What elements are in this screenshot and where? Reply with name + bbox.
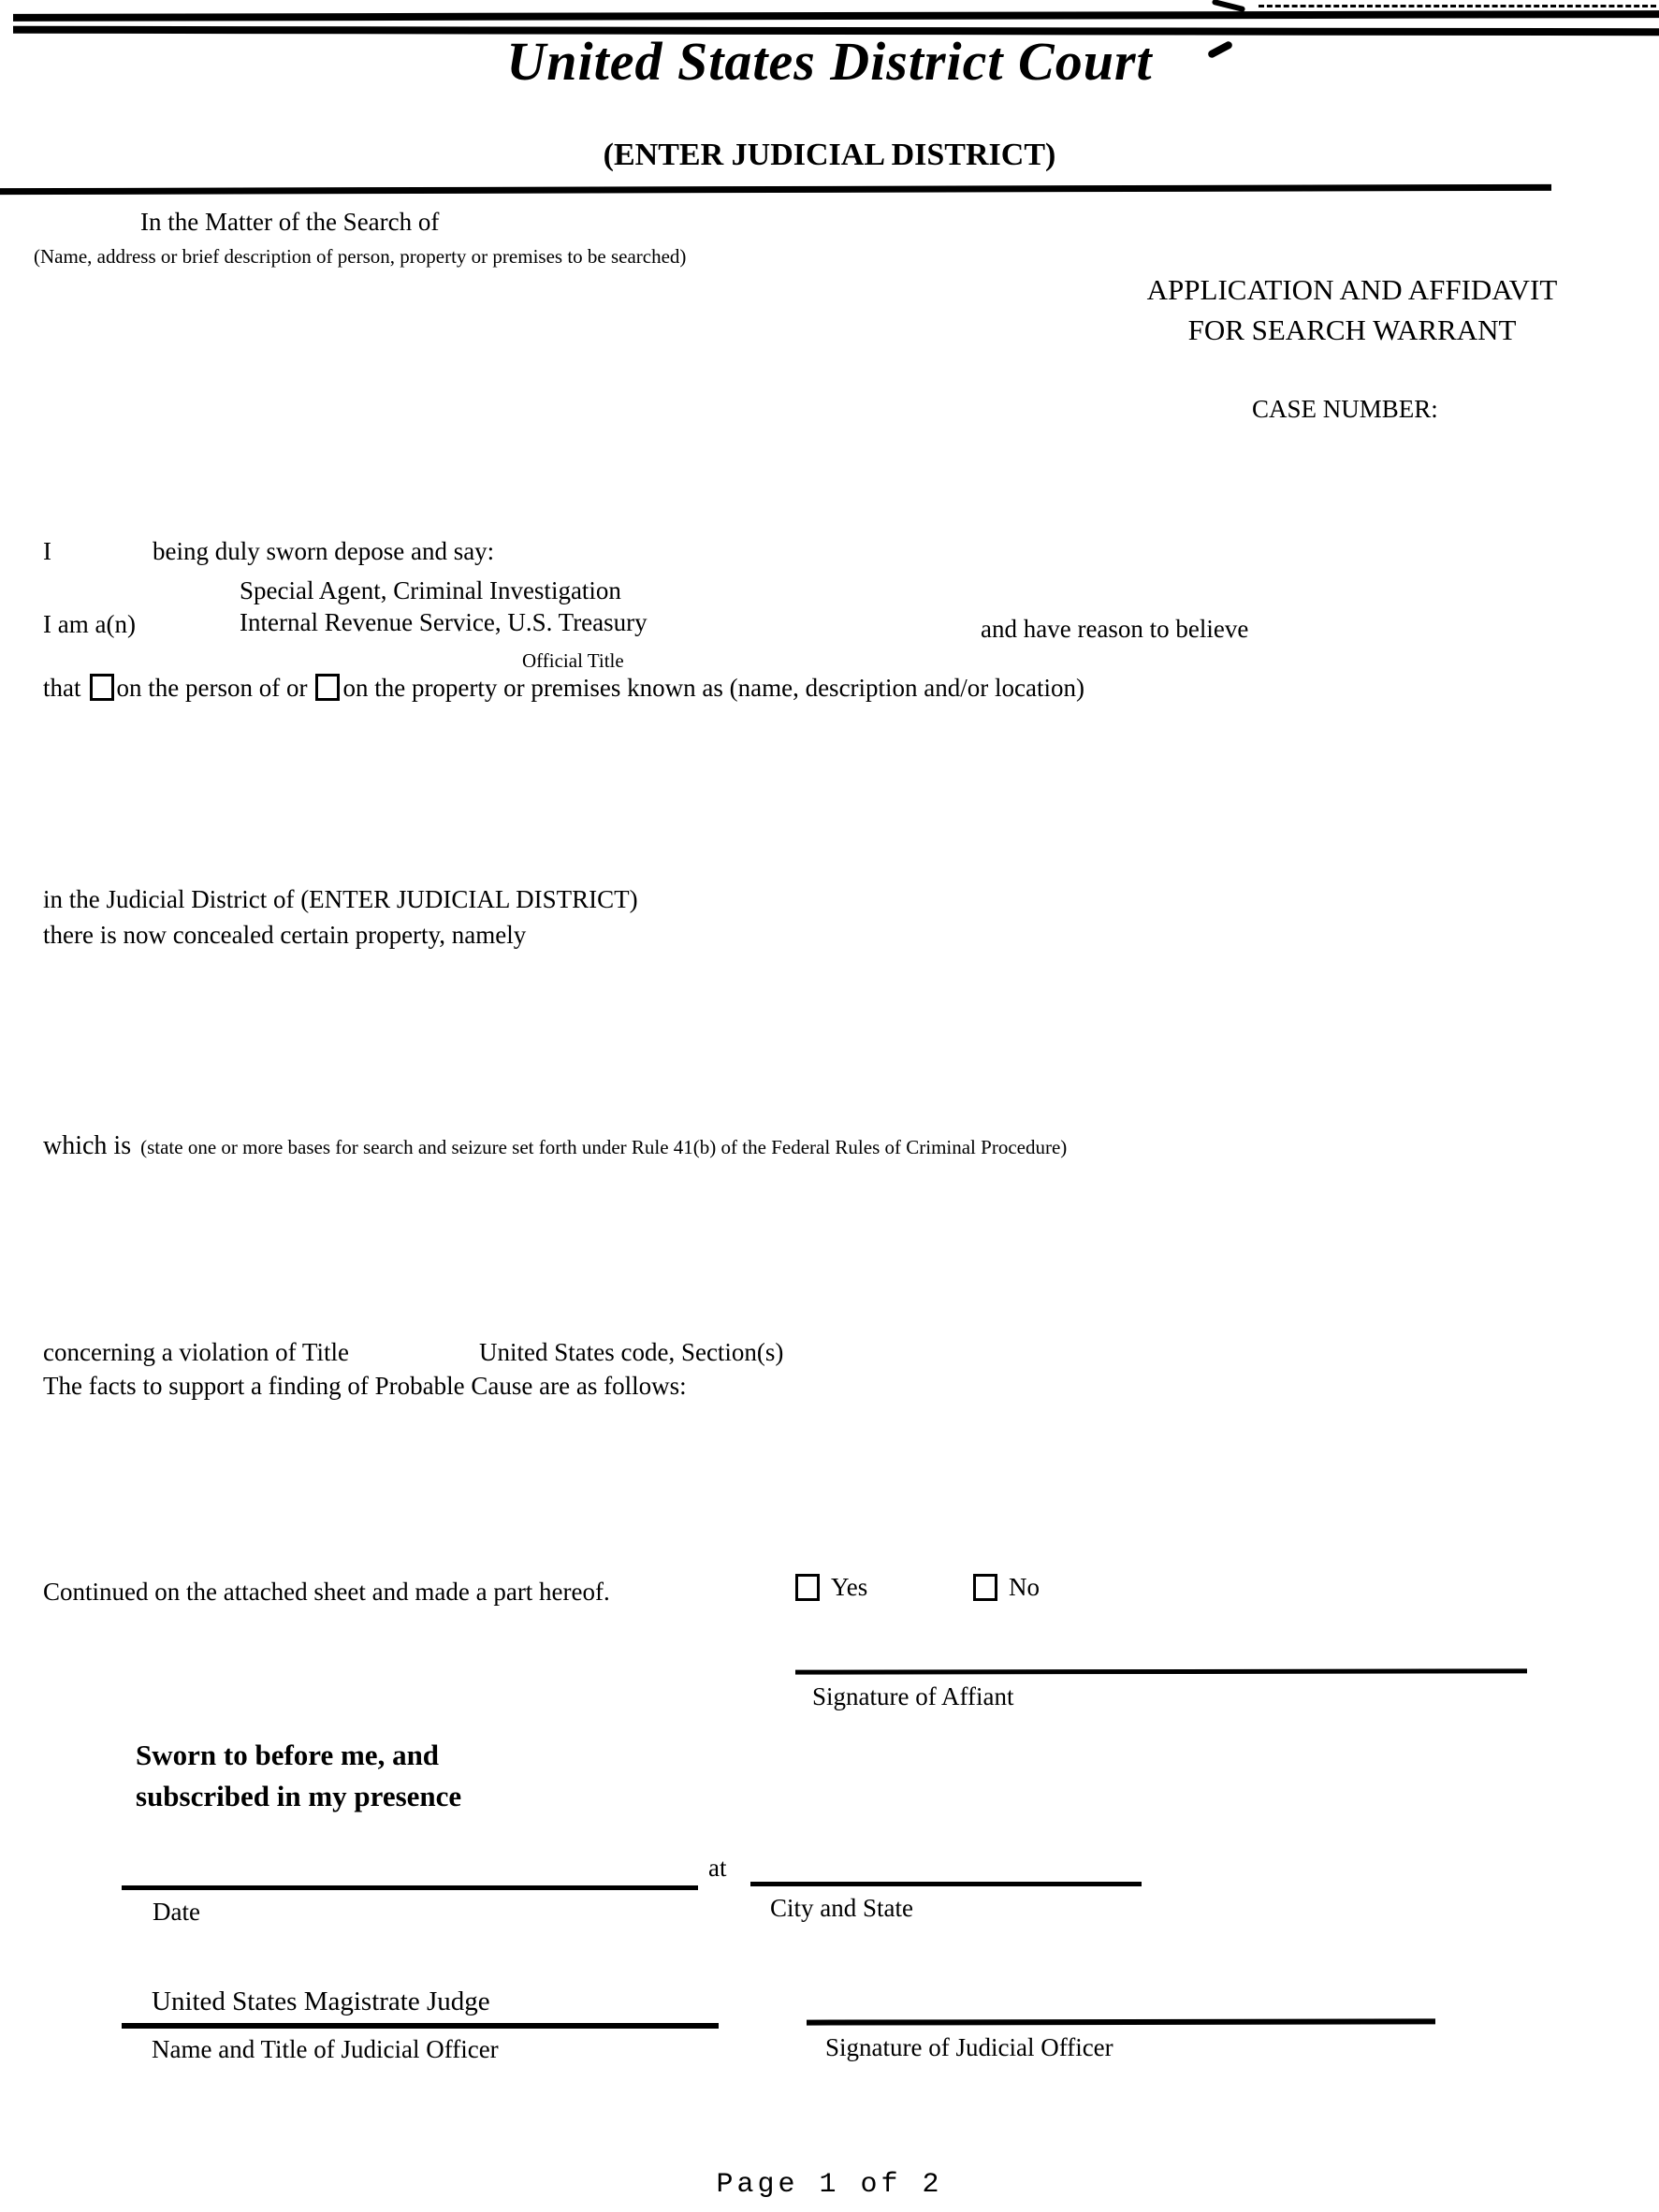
that-label: that <box>43 674 81 702</box>
concealed-property-line: there is now concealed certain property, namely <box>43 921 527 949</box>
scan-artifact <box>1259 5 1656 7</box>
affiant-signature-field[interactable] <box>795 1668 1527 1674</box>
checkbox-no[interactable] <box>973 1574 997 1601</box>
page-title: United States District Court <box>506 31 1153 92</box>
sworn-depose-text: being duly sworn depose and say: <box>153 537 495 565</box>
top-divider-line <box>13 10 1659 22</box>
official-title-value-line2: Internal Revenue Service, U.S. Treasury <box>240 608 648 636</box>
judicial-district-line: in the Judicial District of (ENTER JUDICIAL DISTRICT) <box>43 885 638 913</box>
which-is-label: which is <box>43 1131 132 1160</box>
probable-cause-facts-label: The facts to support a finding of Probable Cause are as follows: <box>43 1372 687 1400</box>
judicial-officer-name-field[interactable] <box>122 2023 719 2029</box>
premises-option-label: on the property or premises known as (name, description and/or location) <box>342 674 1084 702</box>
official-title-label: Official Title <box>522 649 624 672</box>
violation-title-suffix: United States code, Section(s) <box>479 1338 784 1366</box>
person-option-label: on the person of or <box>116 674 308 702</box>
judge-name-value: United States Magistrate Judge <box>152 1986 490 2016</box>
matter-of-search-label: In the Matter of the Search of <box>140 208 440 236</box>
i-am-a-label: I am a(n) <box>43 610 136 638</box>
continued-no-option <box>973 1573 1040 1602</box>
form-title-line1: APPLICATION AND AFFIDAVIT <box>1146 273 1558 306</box>
checkbox-yes[interactable] <box>795 1574 820 1601</box>
sworn-before-me-line2: subscribed in my presence <box>136 1780 462 1812</box>
form-title-line2: FOR SEARCH WARRANT <box>1187 313 1517 346</box>
rule-41b-note: (state one or more bases for search and seizure set forth under Rule 41(b) of the Federal Rules of Criminal Procedure) <box>140 1136 1068 1158</box>
header-divider-line <box>0 184 1551 195</box>
reason-to-believe-text: and have reason to believe <box>981 615 1249 643</box>
judicial-officer-name-label: Name and Title of Judicial Officer <box>152 2035 499 2063</box>
at-label: at <box>708 1854 727 1882</box>
page-indicator: Page 1 of 2 <box>716 2169 943 2201</box>
form-title <box>1057 270 1647 351</box>
judicial-officer-signature-field[interactable] <box>807 2018 1435 2025</box>
yes-label: Yes <box>831 1573 868 1601</box>
case-number-label: CASE NUMBER: <box>1252 395 1438 423</box>
city-state-field[interactable] <box>750 1882 1142 1886</box>
sworn-before-me-line1: Sworn to before me, and <box>136 1739 440 1771</box>
date-label: Date <box>153 1898 200 1926</box>
official-title-value-line1: Special Agent, Criminal Investigation <box>240 576 621 604</box>
checkbox-premises[interactable] <box>315 674 340 701</box>
continued-sheet-label: Continued on the attached sheet and made a part hereof. <box>43 1578 610 1606</box>
matter-of-search-caption: (Name, address or brief description of person, property or premises to be searched) <box>34 245 687 268</box>
affiant-i-label: I <box>43 537 51 565</box>
no-label: No <box>1009 1573 1040 1601</box>
violation-title-prefix: concerning a violation of Title <box>43 1338 349 1366</box>
judicial-district-placeholder: (ENTER JUDICIAL DISTRICT) <box>603 138 1056 172</box>
city-state-label: City and State <box>770 1894 913 1922</box>
continued-yes-option <box>795 1573 867 1602</box>
date-field[interactable] <box>122 1885 698 1890</box>
affiant-signature-label: Signature of Affiant <box>812 1682 1014 1710</box>
search-target-selection-line <box>43 674 1084 704</box>
judicial-officer-signature-label: Signature of Judicial Officer <box>825 2033 1113 2061</box>
basis-line <box>43 1130 1067 1161</box>
checkbox-person[interactable] <box>90 674 114 701</box>
